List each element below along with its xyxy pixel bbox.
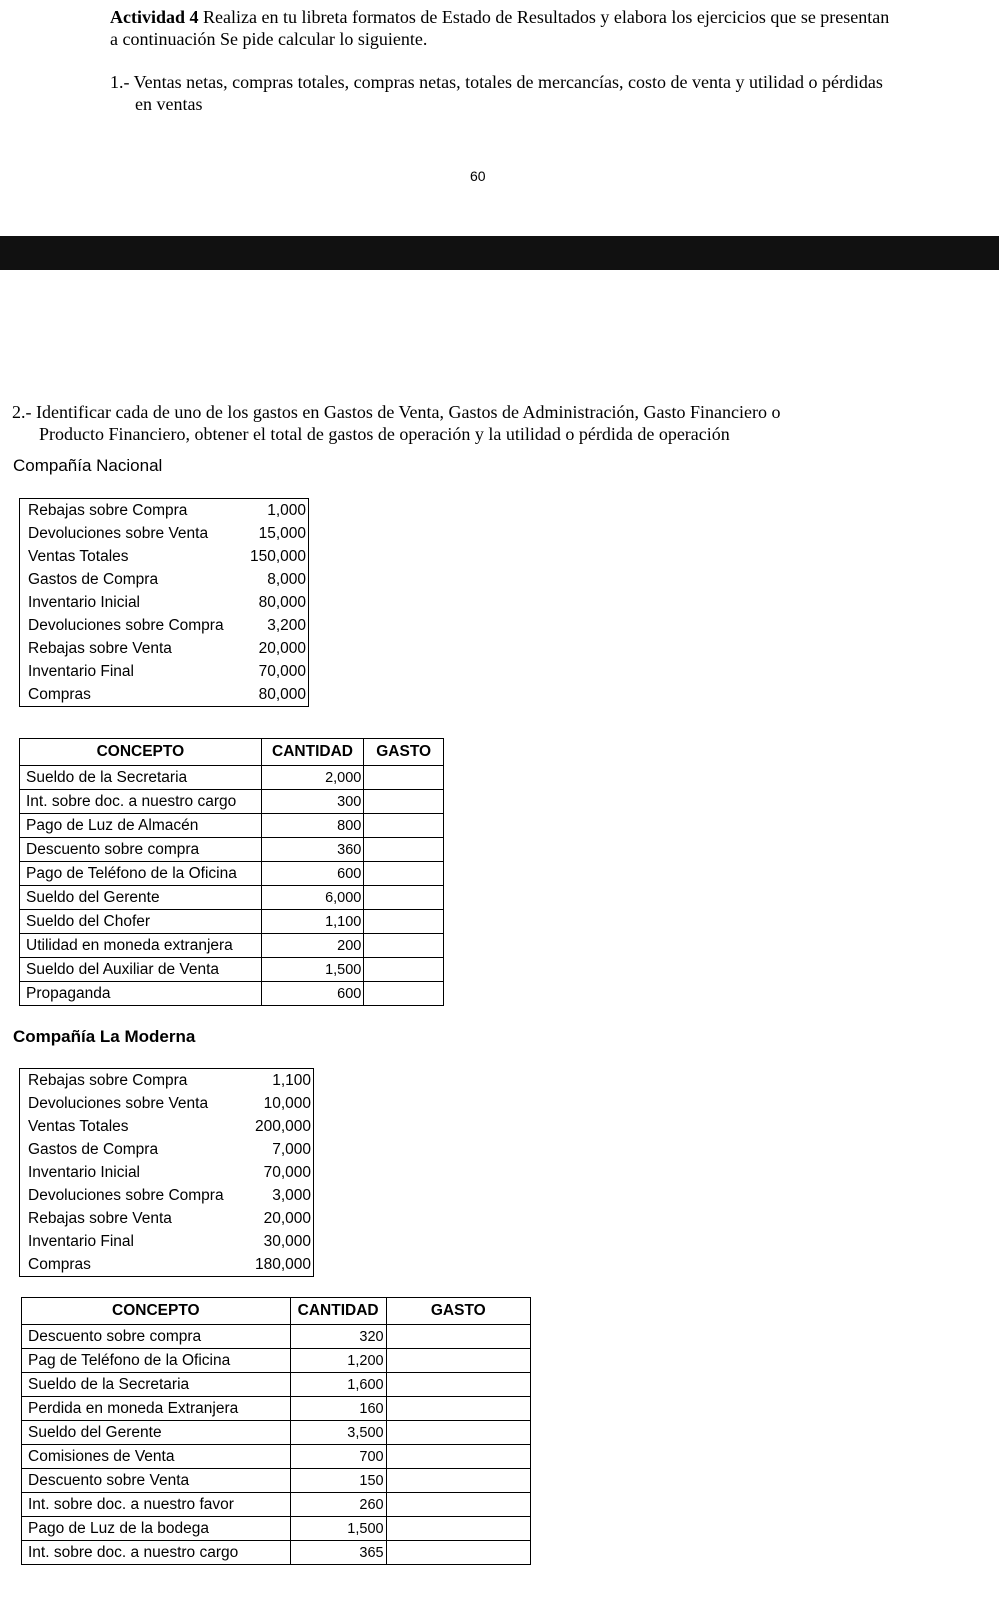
data-value: 70,000 xyxy=(263,1164,311,1181)
table-row xyxy=(22,1445,531,1469)
data-value: 20,000 xyxy=(258,640,306,657)
cantidad-cell: 320 xyxy=(290,1325,386,1349)
gasto-cell[interactable] xyxy=(386,1349,530,1373)
company-title-nacional: Compañía Nacional xyxy=(13,456,163,475)
header-concepto: CONCEPTO xyxy=(20,739,262,766)
cantidad-cell: 200 xyxy=(261,934,364,958)
question-1-line-2: en ventas xyxy=(135,94,203,114)
activity-title: Actividad 4 xyxy=(110,7,199,27)
data-label: Gastos de Compra xyxy=(28,1141,159,1158)
concepto-cell: Descuento sobre compra xyxy=(22,1325,291,1349)
cantidad-cell: 6,000 xyxy=(261,886,364,910)
table-row xyxy=(20,862,444,886)
table-row xyxy=(20,1207,314,1230)
concepto-cell: Descuento sobre compra xyxy=(20,838,262,862)
gasto-cell[interactable] xyxy=(386,1493,530,1517)
table-row xyxy=(20,1161,314,1184)
data-label: Devoluciones sobre Venta xyxy=(28,1095,209,1112)
data-value: 80,000 xyxy=(258,594,306,611)
cantidad-cell: 600 xyxy=(261,982,364,1006)
question-2 xyxy=(12,401,982,445)
table-row xyxy=(20,683,309,707)
table-row xyxy=(22,1373,531,1397)
data-label: Devoluciones sobre Venta xyxy=(28,525,209,542)
cantidad-cell: 600 xyxy=(261,862,364,886)
gasto-cell[interactable] xyxy=(364,934,444,958)
data-value: 7,000 xyxy=(272,1141,311,1158)
concepto-cell: Int. sobre doc. a nuestro cargo xyxy=(22,1541,291,1565)
table-header-row xyxy=(20,739,444,766)
concepto-cell: Sueldo de la Secretaria xyxy=(22,1373,291,1397)
data-value: 70,000 xyxy=(258,663,306,680)
header-cantidad: CANTIDAD xyxy=(290,1298,386,1325)
question-1-line-1: 1.- Ventas netas, compras totales, compras netas, totales de mercancías, costo de venta y utilidad o pérdidas xyxy=(110,72,883,92)
cantidad-cell: 1,500 xyxy=(290,1517,386,1541)
cantidad-cell: 365 xyxy=(290,1541,386,1565)
table-row xyxy=(22,1517,531,1541)
header-gasto: GASTO xyxy=(364,739,444,766)
data-label: Ventas Totales xyxy=(28,1118,129,1135)
table-row xyxy=(20,1069,314,1093)
table-row xyxy=(20,591,309,614)
data-value: 180,000 xyxy=(254,1256,311,1273)
concepto-cell: Sueldo del Auxiliar de Venta xyxy=(20,958,262,982)
data-label: Compras xyxy=(28,686,91,703)
table-row xyxy=(22,1469,531,1493)
header-gasto: GASTO xyxy=(386,1298,530,1325)
concepto-cell: Pago de Luz de Almacén xyxy=(20,814,262,838)
gasto-cell[interactable] xyxy=(364,790,444,814)
table-row xyxy=(20,934,444,958)
concepto-cell: Sueldo de la Secretaria xyxy=(20,766,262,790)
cantidad-cell: 3,500 xyxy=(290,1421,386,1445)
table-row xyxy=(20,790,444,814)
concepto-cell: Pag de Teléfono de la Oficina xyxy=(22,1349,291,1373)
table-row xyxy=(20,838,444,862)
table-row xyxy=(20,1092,314,1115)
concepto-cell: Int. sobre doc. a nuestro cargo xyxy=(20,790,262,814)
gasto-cell[interactable] xyxy=(364,886,444,910)
concepto-cell: Utilidad en moneda extranjera xyxy=(20,934,262,958)
gasto-cell[interactable] xyxy=(386,1517,530,1541)
table-row xyxy=(20,886,444,910)
gastos-table-nacional xyxy=(19,738,444,1006)
concepto-cell: Pago de Luz de la bodega xyxy=(22,1517,291,1541)
gasto-cell[interactable] xyxy=(364,862,444,886)
data-label: Devoluciones sobre Compra xyxy=(28,617,224,634)
cantidad-cell: 160 xyxy=(290,1397,386,1421)
gasto-cell[interactable] xyxy=(386,1421,530,1445)
cantidad-cell: 2,000 xyxy=(261,766,364,790)
cantidad-cell: 700 xyxy=(290,1445,386,1469)
table-row xyxy=(20,910,444,934)
header-cantidad: CANTIDAD xyxy=(261,739,364,766)
gasto-cell[interactable] xyxy=(386,1469,530,1493)
table-row xyxy=(22,1349,531,1373)
table-row xyxy=(20,766,444,790)
table-row xyxy=(20,958,444,982)
instructions-line-1: Realiza en tu libreta formatos de Estado de Resultados y elabora los ejercicios que se presentan xyxy=(198,7,890,27)
table-row xyxy=(22,1541,531,1565)
table-row xyxy=(20,1253,314,1277)
data-label: Inventario Inicial xyxy=(28,594,141,611)
cantidad-cell: 1,200 xyxy=(290,1349,386,1373)
concepto-cell: Descuento sobre Venta xyxy=(22,1469,291,1493)
gasto-cell[interactable] xyxy=(364,766,444,790)
table-row xyxy=(22,1421,531,1445)
table-row xyxy=(20,545,309,568)
data-value: 3,000 xyxy=(272,1187,311,1204)
data-value: 3,200 xyxy=(267,617,306,634)
cantidad-cell: 1,600 xyxy=(290,1373,386,1397)
cantidad-cell: 800 xyxy=(261,814,364,838)
data-label: Inventario Inicial xyxy=(28,1164,141,1181)
table-row xyxy=(22,1325,531,1349)
cantidad-cell: 150 xyxy=(290,1469,386,1493)
concepto-cell: Pago de Teléfono de la Oficina xyxy=(20,862,262,886)
data-label: Inventario Final xyxy=(28,663,134,680)
gasto-cell[interactable] xyxy=(364,910,444,934)
data-table-moderna xyxy=(19,1068,314,1277)
gasto-cell[interactable] xyxy=(364,814,444,838)
data-value: 1,100 xyxy=(272,1072,311,1089)
table-row xyxy=(22,1397,531,1421)
table-row xyxy=(20,614,309,637)
question-2-line-1: 2.- Identificar cada de uno de los gastos en Gastos de Venta, Gastos de Administración, Gasto Financiero o xyxy=(12,402,781,422)
cantidad-cell: 300 xyxy=(261,790,364,814)
table-header-row xyxy=(22,1298,531,1325)
table-row xyxy=(20,499,309,523)
data-label: Ventas Totales xyxy=(28,548,129,565)
table-row xyxy=(20,637,309,660)
gasto-cell[interactable] xyxy=(386,1373,530,1397)
redaction-bar xyxy=(0,236,999,270)
data-value: 200,000 xyxy=(254,1118,311,1135)
table-row xyxy=(20,814,444,838)
data-value: 8,000 xyxy=(267,571,306,588)
data-value: 1,000 xyxy=(267,502,306,519)
gastos-table-moderna xyxy=(21,1297,531,1565)
gasto-cell[interactable] xyxy=(386,1397,530,1421)
concepto-cell: Sueldo del Chofer xyxy=(20,910,262,934)
gasto-cell[interactable] xyxy=(386,1325,530,1349)
concepto-cell: Propaganda xyxy=(20,982,262,1006)
table-row xyxy=(20,522,309,545)
gasto-cell[interactable] xyxy=(364,838,444,862)
data-label: Gastos de Compra xyxy=(28,571,159,588)
data-label: Rebajas sobre Compra xyxy=(28,502,188,519)
data-value: 30,000 xyxy=(263,1233,311,1250)
data-label: Inventario Final xyxy=(28,1233,134,1250)
data-table-nacional xyxy=(19,498,309,707)
gasto-cell[interactable] xyxy=(386,1445,530,1469)
table-row xyxy=(20,568,309,591)
gasto-cell[interactable] xyxy=(364,958,444,982)
table-row xyxy=(20,1230,314,1253)
data-label: Compras xyxy=(28,1256,91,1273)
company-title-moderna: Compañía La Moderna xyxy=(13,1027,196,1046)
table-row xyxy=(20,1138,314,1161)
cantidad-cell: 1,100 xyxy=(261,910,364,934)
concepto-cell: Sueldo del Gerente xyxy=(20,886,262,910)
question-2-line-2: Producto Financiero, obtener el total de gastos de operación y la utilidad o pérdida de operación xyxy=(39,424,730,444)
concepto-cell: Perdida en moneda Extranjera xyxy=(22,1397,291,1421)
data-label: Rebajas sobre Venta xyxy=(28,640,172,657)
cantidad-cell: 1,500 xyxy=(261,958,364,982)
instructions-line-2: a continuación Se pide calcular lo siguiente. xyxy=(110,29,428,49)
table-row xyxy=(20,982,444,1006)
table-row xyxy=(20,1184,314,1207)
concepto-cell: Int. sobre doc. a nuestro favor xyxy=(22,1493,291,1517)
table-row xyxy=(22,1493,531,1517)
data-value: 150,000 xyxy=(249,548,306,565)
concepto-cell: Comisiones de Venta xyxy=(22,1445,291,1469)
data-value: 10,000 xyxy=(263,1095,311,1112)
data-label: Rebajas sobre Venta xyxy=(28,1210,172,1227)
question-1 xyxy=(110,71,980,115)
table-row xyxy=(20,1115,314,1138)
cantidad-cell: 260 xyxy=(290,1493,386,1517)
activity-instructions xyxy=(110,6,980,50)
cantidad-cell: 360 xyxy=(261,838,364,862)
page-number: 60 xyxy=(470,168,486,184)
data-label: Devoluciones sobre Compra xyxy=(28,1187,224,1204)
gasto-cell[interactable] xyxy=(386,1541,530,1565)
concepto-cell: Sueldo del Gerente xyxy=(22,1421,291,1445)
data-label: Rebajas sobre Compra xyxy=(28,1072,188,1089)
data-value: 20,000 xyxy=(263,1210,311,1227)
data-value: 15,000 xyxy=(258,525,306,542)
gasto-cell[interactable] xyxy=(364,982,444,1006)
header-concepto: CONCEPTO xyxy=(22,1298,291,1325)
data-value: 80,000 xyxy=(258,686,306,703)
table-row xyxy=(20,660,309,683)
